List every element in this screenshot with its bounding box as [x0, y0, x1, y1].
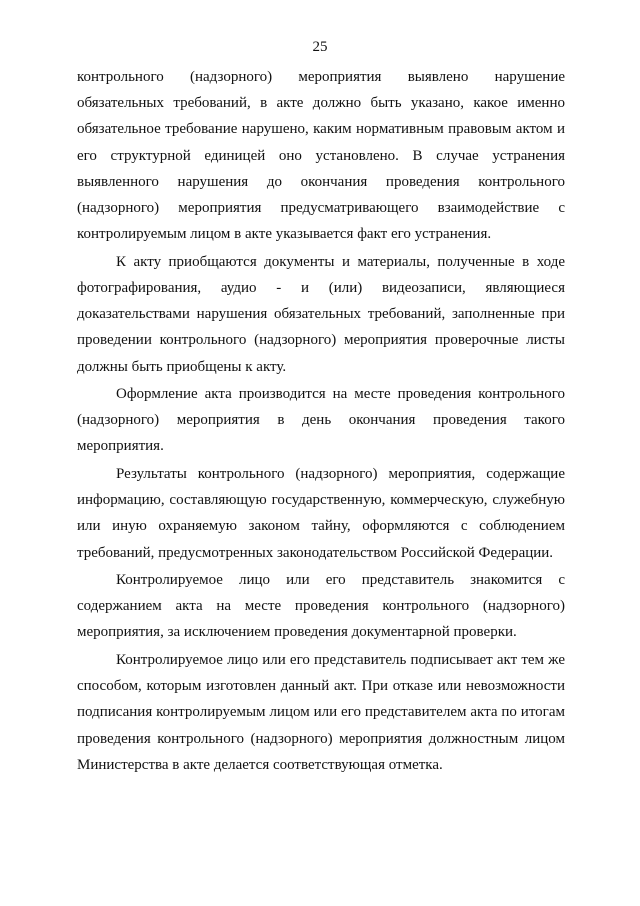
paragraph-signing: Контролируемое лицо или его представитель подписывает акт тем же способом, которым изготовлен данный акт. При отказе или невозможности подписания контролируемым лицом или его представителем акта по итогам проведения контрольного (надзорного) мероприятия должностным лицом Министерства в акте делается соответствующая отметка. [77, 651, 565, 773]
paragraph-secret-results: Результаты контрольного (надзорного) мероприятия, содержащие информацию, составляющую государственную, коммерческую, служебную или иную охраняемую законом тайну, оформляются с соблюдением требований, предусмотренных законодательством Российской Федерации. [77, 465, 565, 561]
paragraph-familiarization: Контролируемое лицо или его представитель знакомится с содержанием акта на месте проведения контрольного (надзорного) мероприятия, за исключением проведения документарной проверки. [77, 572, 565, 641]
document-body [77, 64, 565, 779]
paragraph-act-execution: Оформление акта производится на месте проведения контрольного (надзорного) мероприятия в день окончания проведения такого мероприятия. [77, 386, 565, 455]
paragraph-continuation: контрольного (надзорного) мероприятия выявлено нарушение обязательных требований, в акте должно быть указано, какое именно обязательное требование нарушено, каким нормативным правовым актом и его структурной единицей оно установлено. В случае устранения выявленного нарушения до окончания проведения контрольного (надзорного) мероприятия предусматривающего взаимодействие с контролируемым лицом в акте указывается факт его устранения. [77, 69, 565, 243]
paragraph-attachments: К акту приобщаются документы и материалы, полученные в ходе фотографирования, аудио - и (или) видеозаписи, являющиеся доказательствами нарушения обязательных требований, заполненные при проведении контрольного (надзорного) мероприятия проверочные листы должны быть приобщены к акту. [77, 253, 565, 375]
page-number: 25 [312, 39, 328, 55]
